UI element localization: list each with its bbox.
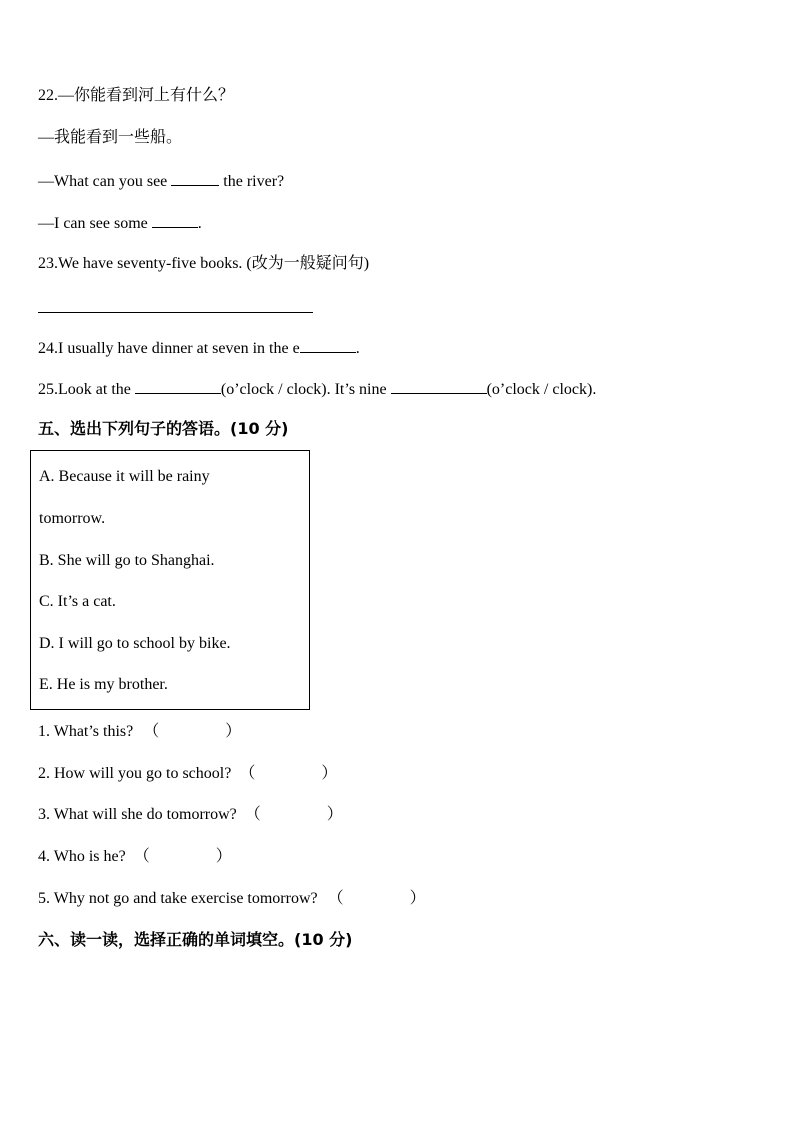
option-c: C. It’s a cat. bbox=[39, 593, 116, 610]
s5-question-4-close-paren: ） bbox=[215, 848, 232, 865]
q22-blank-1[interactable] bbox=[171, 170, 219, 186]
s5-question-2-open-paren: （ bbox=[239, 765, 256, 782]
q22-blank-2[interactable] bbox=[152, 212, 198, 228]
s5-question-1 bbox=[38, 722, 241, 742]
q25-blank-2[interactable] bbox=[391, 378, 487, 394]
q22-cn-question: 22.—你能看到河上有什么？ bbox=[38, 87, 235, 104]
q22-en-question bbox=[38, 170, 284, 192]
s5-question-1-close-paren: ） bbox=[225, 723, 242, 740]
option-e: E. He is my brother. bbox=[39, 676, 168, 693]
q24-pre: 24.I usually have dinner at seven in the e bbox=[38, 340, 300, 357]
s5-question-3-close-paren: ） bbox=[326, 806, 343, 823]
q22-en-question-post: the river? bbox=[219, 173, 285, 190]
option-d: D. I will go to school by bike. bbox=[39, 635, 231, 652]
s5-question-2-text: 2. How will you go to school? bbox=[38, 765, 232, 782]
q22-cn-answer: —我能看到一些船。 bbox=[38, 129, 183, 146]
s5-question-2 bbox=[38, 764, 337, 784]
s5-question-3-open-paren: （ bbox=[244, 806, 261, 823]
s5-question-5 bbox=[38, 889, 426, 909]
q24-post: . bbox=[355, 340, 360, 357]
s5-question-1-text: 1. What’s this? bbox=[38, 723, 134, 740]
s5-question-4-text: 4. Who is he? bbox=[38, 848, 126, 865]
q24-text bbox=[38, 337, 360, 359]
s5-question-2-close-paren: ） bbox=[321, 765, 338, 782]
q22-en-answer-post: . bbox=[197, 215, 202, 232]
q22-en-question-pre: —What can you see bbox=[38, 173, 172, 190]
answer-options-box bbox=[30, 450, 310, 710]
option-b: B. She will go to Shanghai. bbox=[39, 552, 215, 569]
section6-heading: 六、读一读，选择正确的单词填空。(10 分) bbox=[38, 930, 353, 949]
s5-question-5-text: 5. Why not go and take exercise tomorrow? bbox=[38, 890, 318, 907]
q25-mid: (o’clock / clock). It’s nine bbox=[220, 381, 391, 398]
s5-question-5-open-paren: （ bbox=[327, 890, 344, 907]
q25-text bbox=[38, 378, 596, 400]
option-a-line-1: A. Because it will be rainy bbox=[39, 468, 210, 485]
s5-question-3 bbox=[38, 805, 343, 825]
q23-text: 23.We have seventy-five books. (改为一般疑问句) bbox=[38, 255, 370, 272]
s5-question-4 bbox=[38, 847, 232, 867]
q23-answer-line[interactable] bbox=[38, 312, 313, 313]
s5-question-1-open-paren: （ bbox=[143, 723, 160, 740]
q25-blank-1[interactable] bbox=[135, 378, 221, 394]
q25-post: (o’clock / clock). bbox=[486, 381, 597, 398]
s5-question-5-close-paren: ） bbox=[409, 890, 426, 907]
s5-question-3-text: 3. What will she do tomorrow? bbox=[38, 806, 237, 823]
q24-blank[interactable] bbox=[300, 337, 356, 353]
q22-en-answer bbox=[38, 212, 202, 234]
s5-question-4-open-paren: （ bbox=[133, 848, 150, 865]
q25-pre: 25.Look at the bbox=[38, 381, 135, 398]
section5-heading: 五、选出下列句子的答语。(10 分) bbox=[38, 419, 289, 438]
option-a-line-2: tomorrow. bbox=[39, 510, 106, 527]
q22-en-answer-pre: —I can see some bbox=[38, 215, 152, 232]
